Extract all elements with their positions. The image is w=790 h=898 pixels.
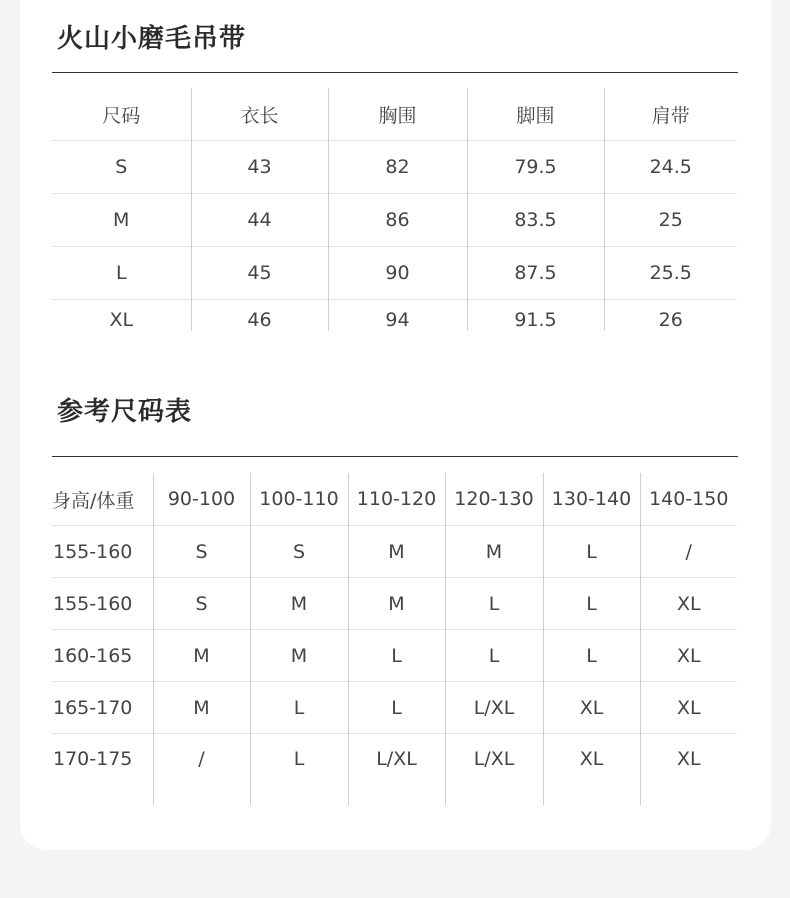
table-cell: M — [250, 578, 348, 630]
table-cell: M — [348, 578, 445, 630]
table-row — [52, 247, 737, 300]
table-cell: 45 — [191, 247, 328, 300]
table-header-row — [52, 473, 737, 526]
table-row — [52, 526, 737, 578]
section-title-product: 火山小磨毛吊带 — [57, 24, 247, 54]
table-cell: M — [153, 682, 250, 734]
table-cell: 25.5 — [604, 247, 737, 300]
reference-size-table — [52, 473, 737, 805]
table-cell: 155-160 — [52, 526, 153, 578]
section-title-reference: 参考尺码表 — [57, 397, 193, 427]
table-cell: L — [543, 630, 640, 682]
table-cell: 24.5 — [604, 141, 737, 194]
table-header-row — [52, 88, 737, 141]
header-cell: 110-120 — [348, 473, 445, 526]
table-cell: / — [153, 734, 250, 806]
table-cell: M — [445, 526, 543, 578]
table-cell: 82 — [328, 141, 467, 194]
header-cell: 120-130 — [445, 473, 543, 526]
table-cell: 83.5 — [467, 194, 604, 247]
table-cell: 94 — [328, 300, 467, 332]
table-cell: 90 — [328, 247, 467, 300]
table-cell: S — [52, 141, 191, 194]
table-cell: L — [250, 734, 348, 806]
table-cell: 91.5 — [467, 300, 604, 332]
header-cell: 100-110 — [250, 473, 348, 526]
table-cell: XL — [640, 630, 737, 682]
table-cell: XL — [640, 734, 737, 806]
table-cell: 155-160 — [52, 578, 153, 630]
header-cell: 身高/体重 — [52, 489, 135, 512]
table-cell: XL — [52, 300, 191, 332]
table-cell: 79.5 — [467, 141, 604, 194]
table-row — [52, 734, 737, 806]
table-row — [52, 300, 737, 332]
table-cell: 86 — [328, 194, 467, 247]
table-cell: 87.5 — [467, 247, 604, 300]
header-cell: 尺码 — [102, 104, 141, 127]
table-cell: L — [445, 578, 543, 630]
table-cell: / — [640, 526, 737, 578]
table-row — [52, 194, 737, 247]
table-cell: L/XL — [348, 734, 445, 806]
title-divider — [52, 456, 738, 457]
table-cell: L/XL — [445, 682, 543, 734]
table-cell: M — [250, 630, 348, 682]
table-row — [52, 630, 737, 682]
table-cell: L — [543, 526, 640, 578]
table-cell: M — [348, 526, 445, 578]
table-cell: 25 — [604, 194, 737, 247]
table-cell: 43 — [191, 141, 328, 194]
table-row — [52, 578, 737, 630]
header-cell: 肩带 — [604, 88, 737, 141]
table-cell: 170-175 — [52, 734, 153, 806]
table-cell: L — [348, 630, 445, 682]
table-cell: 165-170 — [52, 682, 153, 734]
title-divider — [52, 72, 738, 73]
table-cell: M — [52, 194, 191, 247]
table-cell: 46 — [191, 300, 328, 332]
table-cell: 44 — [191, 194, 328, 247]
table-cell: S — [153, 578, 250, 630]
table-cell: L — [348, 682, 445, 734]
header-cell: 130-140 — [543, 473, 640, 526]
header-cell: 90-100 — [153, 473, 250, 526]
table-cell: XL — [640, 578, 737, 630]
table-row — [52, 682, 737, 734]
header-cell: 140-150 — [640, 473, 737, 526]
table-cell: S — [153, 526, 250, 578]
table-cell: XL — [640, 682, 737, 734]
table-row — [52, 141, 737, 194]
table-cell: 160-165 — [52, 630, 153, 682]
table-cell: S — [250, 526, 348, 578]
table-cell: L/XL — [445, 734, 543, 806]
table-cell: M — [153, 630, 250, 682]
table-cell: L — [52, 247, 191, 300]
table-cell: L — [445, 630, 543, 682]
header-cell: 衣长 — [191, 88, 328, 141]
table-cell: XL — [543, 734, 640, 806]
table-cell: XL — [543, 682, 640, 734]
table-cell: L — [250, 682, 348, 734]
table-cell: L — [543, 578, 640, 630]
header-cell: 胸围 — [328, 88, 467, 141]
header-cell: 脚围 — [467, 88, 604, 141]
table-cell: 26 — [604, 300, 737, 332]
size-table — [52, 88, 737, 331]
